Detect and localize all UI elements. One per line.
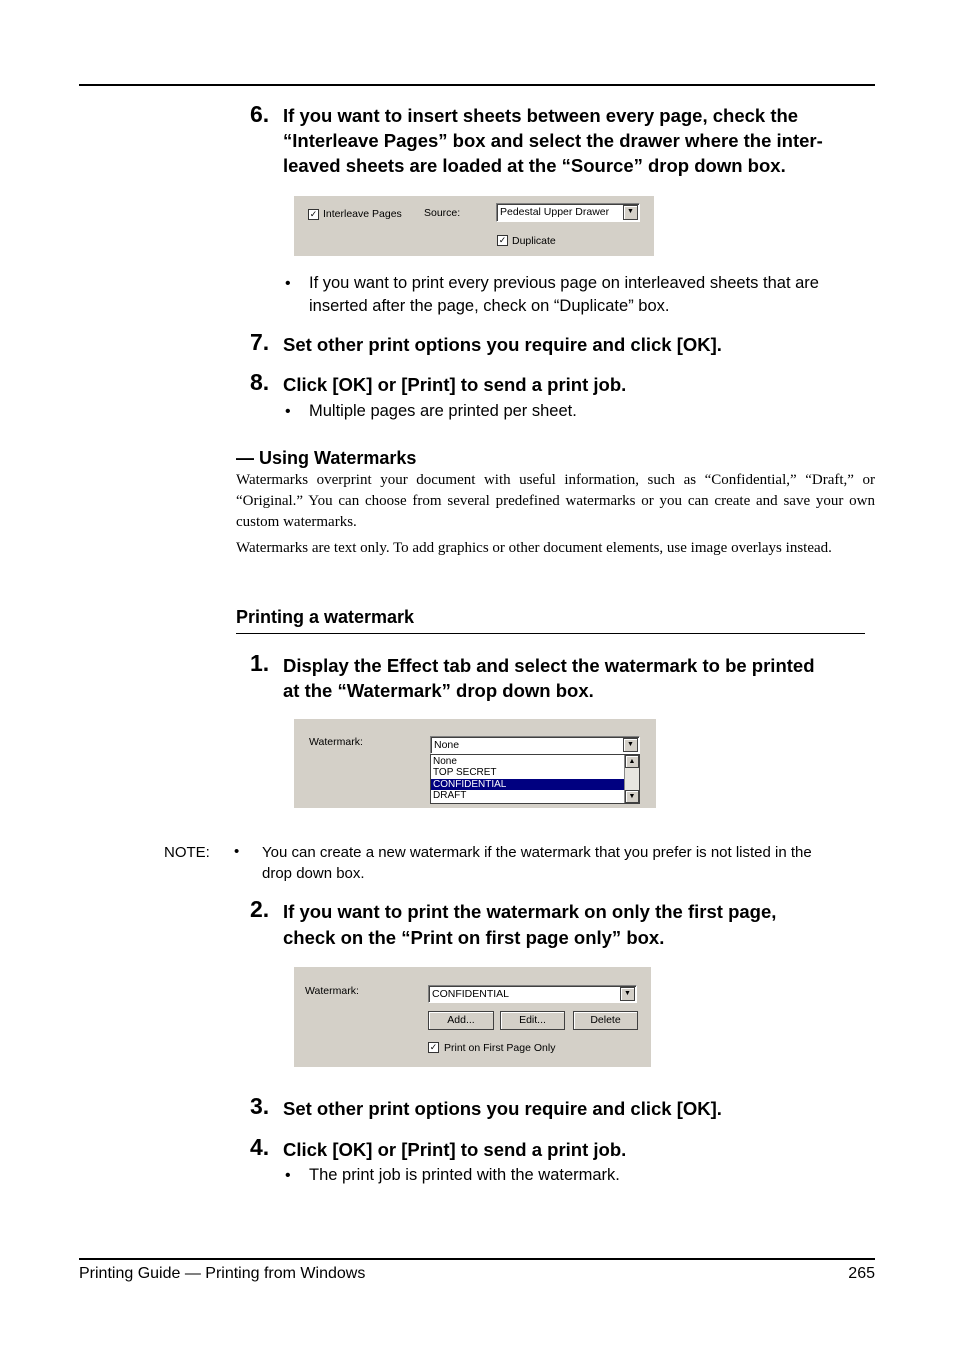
source-label: Source: bbox=[424, 207, 461, 219]
interleave-settings-screenshot bbox=[294, 196, 654, 256]
footer-rule bbox=[79, 1258, 875, 1260]
bullet-marker: • bbox=[234, 843, 240, 860]
header-rule bbox=[79, 84, 875, 86]
footer-title: Printing Guide — Printing from Windows bbox=[79, 1265, 366, 1282]
watermark-step-1-line-1: Display the Effect tab and select the watermark to be printed bbox=[283, 655, 815, 676]
watermark-step-2-number: 2. bbox=[250, 896, 270, 922]
chevron-up-icon[interactable]: ▲ bbox=[625, 755, 639, 768]
list-scrollbar[interactable] bbox=[624, 755, 639, 803]
duplicate-note-line-1: If you want to print every previous page on interleaved sheets that are bbox=[309, 274, 819, 292]
step-6-text-line-3: leaved sheets are loaded at the “Source” drop down box. bbox=[283, 155, 786, 176]
watermark-step-4-bullet: The print job is printed with the watermark. bbox=[309, 1166, 620, 1184]
bullet-marker: • bbox=[285, 275, 291, 292]
chevron-down-icon[interactable]: ▼ bbox=[623, 738, 638, 752]
watermark-step-1-number: 1. bbox=[250, 650, 270, 676]
chevron-down-icon[interactable]: ▼ bbox=[623, 205, 638, 220]
print-first-page-only-checkbox[interactable] bbox=[428, 1042, 439, 1053]
watermark-dropdown[interactable] bbox=[428, 985, 637, 1003]
step-7-number: 7. bbox=[250, 329, 270, 355]
watermark-step-3-number: 3. bbox=[250, 1093, 270, 1119]
watermark-dropdown-screenshot bbox=[294, 719, 656, 808]
watermark-option[interactable]: DRAFT bbox=[433, 790, 467, 801]
watermark-step-4-number: 4. bbox=[250, 1134, 270, 1160]
watermark-dropdown-value: CONFIDENTIAL bbox=[432, 988, 510, 1000]
source-dropdown[interactable] bbox=[496, 203, 640, 222]
step-8-text: Click [OK] or [Print] to send a print job. bbox=[283, 374, 627, 395]
watermark-step-2-line-1: If you want to print the watermark on only the first page, bbox=[283, 901, 777, 922]
edit-button[interactable]: Edit... bbox=[500, 1011, 565, 1030]
step-6-number: 6. bbox=[250, 101, 270, 127]
watermark-step-4-text: Click [OK] or [Print] to send a print job. bbox=[283, 1139, 627, 1160]
watermarks-paragraph-1: Watermarks overprint your document with useful information, such as “Confidential,” “Draft,” or “Original.” You can choose from several predefined watermarks or you can create and save your own custom watermarks. bbox=[236, 472, 875, 530]
check-icon: ✓ bbox=[309, 209, 318, 219]
section-rule bbox=[236, 633, 865, 634]
note-label: NOTE: bbox=[164, 844, 210, 861]
watermark-label: Watermark: bbox=[309, 736, 363, 748]
watermark-label: Watermark: bbox=[305, 985, 359, 997]
watermarks-paragraph-2: Watermarks are text only. To add graphics or other document elements, use image overlays instead. bbox=[236, 540, 832, 556]
print-first-page-only-label: Print on First Page Only bbox=[444, 1042, 556, 1054]
bullet-marker: • bbox=[285, 1167, 291, 1184]
duplicate-note-line-2: inserted after the page, check on “Duplicate” box. bbox=[309, 297, 670, 315]
interleave-pages-checkbox[interactable] bbox=[308, 209, 319, 220]
page-number: 265 bbox=[848, 1265, 875, 1282]
watermark-dropdown-value: None bbox=[434, 739, 460, 751]
delete-button[interactable]: Delete bbox=[573, 1011, 638, 1030]
chevron-down-icon[interactable]: ▼ bbox=[620, 987, 635, 1001]
watermark-option-selected[interactable]: CONFIDENTIAL bbox=[431, 779, 625, 790]
duplicate-checkbox[interactable] bbox=[497, 235, 508, 246]
watermark-dropdown[interactable] bbox=[430, 736, 640, 754]
watermark-settings-screenshot bbox=[294, 967, 651, 1067]
using-watermarks-heading: — Using Watermarks bbox=[236, 448, 417, 468]
source-dropdown-value: Pedestal Upper Drawer bbox=[500, 206, 610, 218]
add-button[interactable]: Add... bbox=[428, 1011, 494, 1030]
watermark-step-1-line-2: at the “Watermark” drop down box. bbox=[283, 680, 594, 701]
watermark-step-2-line-2: check on the “Print on first page only” box. bbox=[283, 927, 665, 948]
watermark-step-3-text: Set other print options you require and click [OK]. bbox=[283, 1098, 722, 1119]
printing-watermark-heading: Printing a watermark bbox=[236, 607, 415, 627]
note-line-1: You can create a new watermark if the watermark that you prefer is not listed in the bbox=[262, 844, 812, 861]
interleave-pages-label: Interleave Pages bbox=[323, 208, 402, 220]
watermark-options-list[interactable] bbox=[430, 754, 640, 804]
check-icon: ✓ bbox=[498, 235, 507, 245]
chevron-down-icon[interactable]: ▼ bbox=[625, 790, 639, 803]
watermark-option[interactable]: None bbox=[433, 756, 457, 767]
step-7-text: Set other print options you require and click [OK]. bbox=[283, 334, 722, 355]
note-line-2: drop down box. bbox=[262, 865, 365, 882]
duplicate-label: Duplicate bbox=[512, 235, 556, 247]
step-6-text-line-2: “Interleave Pages” box and select the drawer where the inter- bbox=[283, 130, 823, 151]
watermark-option[interactable]: TOP SECRET bbox=[433, 767, 497, 778]
step-6-text-line-1: If you want to insert sheets between every page, check the bbox=[283, 105, 799, 126]
check-icon: ✓ bbox=[429, 1042, 438, 1052]
step-8-number: 8. bbox=[250, 369, 270, 395]
bullet-marker: • bbox=[285, 403, 291, 420]
step-8-bullet: Multiple pages are printed per sheet. bbox=[309, 402, 577, 420]
